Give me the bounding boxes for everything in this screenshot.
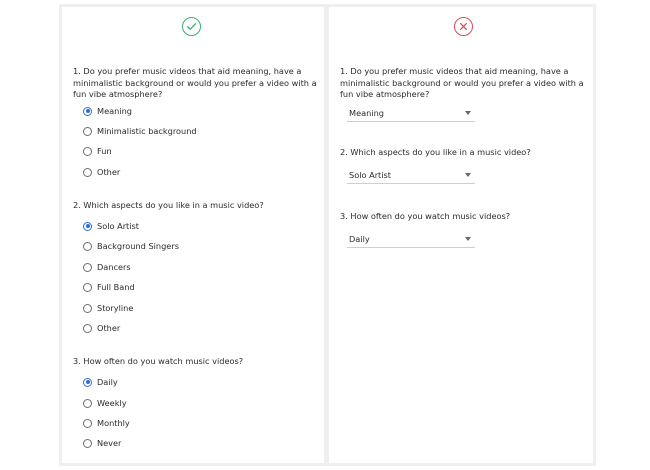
radio-unselected-icon[interactable] [83, 304, 92, 313]
option-label: Never [97, 438, 122, 448]
question-1-text: 1. Do you prefer music videos that aid meaning, have a minimalistic background or would you prefer a video with a fun vibe atmosphere? [73, 66, 317, 99]
radio-unselected-icon[interactable] [83, 439, 92, 448]
radio-option-background-singers[interactable] [83, 240, 179, 252]
radio-option-never[interactable] [83, 437, 121, 449]
x-circle-icon [454, 17, 473, 36]
question-1-text: 1. Do you prefer music videos that aid meaning, have a minimalistic background or would you prefer a video with a fun vibe atmosphere? [340, 66, 584, 99]
question-2-text: 2. Which aspects do you like in a music video? [73, 200, 264, 210]
radio-unselected-icon[interactable] [83, 399, 92, 408]
radio-option-minimalistic-background[interactable] [83, 125, 197, 137]
question-2-dropdown[interactable] [347, 168, 475, 184]
option-label: Minimalistic background [97, 126, 197, 136]
radio-selected-icon[interactable] [83, 107, 92, 116]
radio-option-daily[interactable] [83, 376, 118, 388]
radio-option-full-band[interactable] [83, 281, 135, 293]
radio-unselected-icon[interactable] [83, 168, 92, 177]
option-label: Daily [97, 377, 118, 387]
radio-option-other[interactable] [83, 166, 120, 178]
question-3-dropdown[interactable] [347, 232, 475, 248]
option-label: Background Singers [97, 241, 179, 251]
radio-option-monthly[interactable] [83, 417, 130, 429]
radio-selected-icon[interactable] [83, 378, 92, 387]
question-3-text: 3. How often do you watch music videos? [73, 356, 244, 366]
radio-option-dancers[interactable] [83, 261, 131, 273]
radio-option-other[interactable] [83, 322, 120, 334]
radio-unselected-icon[interactable] [83, 419, 92, 428]
radio-unselected-icon[interactable] [83, 263, 92, 272]
option-label: Monthly [97, 418, 130, 428]
radio-option-fun[interactable] [83, 145, 112, 157]
option-label: Storyline [97, 303, 134, 313]
dropdown-value: Meaning [349, 108, 384, 118]
option-label: Other [97, 167, 121, 177]
radio-unselected-icon[interactable] [83, 283, 92, 292]
radio-option-solo-artist[interactable] [83, 220, 139, 232]
option-label: Other [97, 323, 121, 333]
dropdown-value: Daily [349, 234, 370, 244]
radio-unselected-icon[interactable] [83, 127, 92, 136]
question-1-dropdown[interactable] [347, 106, 475, 122]
option-label: Fun [97, 146, 112, 156]
dropdown-value: Solo Artist [349, 170, 392, 180]
option-label: Dancers [97, 262, 131, 272]
question-3-text: 3. How often do you watch music videos? [340, 211, 511, 221]
radio-unselected-icon[interactable] [83, 147, 92, 156]
radio-option-storyline[interactable] [83, 302, 133, 314]
radio-unselected-icon[interactable] [83, 324, 92, 333]
good-example-panel [62, 7, 324, 463]
comparison-frame [59, 4, 596, 466]
option-label: Weekly [97, 398, 127, 408]
radio-option-meaning[interactable] [83, 105, 132, 117]
chevron-down-icon[interactable] [465, 173, 471, 177]
option-label: Meaning [97, 106, 132, 116]
radio-selected-icon[interactable] [83, 222, 92, 231]
chevron-down-icon[interactable] [465, 111, 471, 115]
option-label: Solo Artist [97, 221, 140, 231]
chevron-down-icon[interactable] [465, 237, 471, 241]
radio-option-weekly[interactable] [83, 397, 127, 409]
question-2-text: 2. Which aspects do you like in a music video? [340, 147, 531, 157]
check-circle-icon [182, 17, 201, 36]
bad-example-panel [329, 7, 593, 463]
option-label: Full Band [97, 282, 135, 292]
radio-unselected-icon[interactable] [83, 242, 92, 251]
